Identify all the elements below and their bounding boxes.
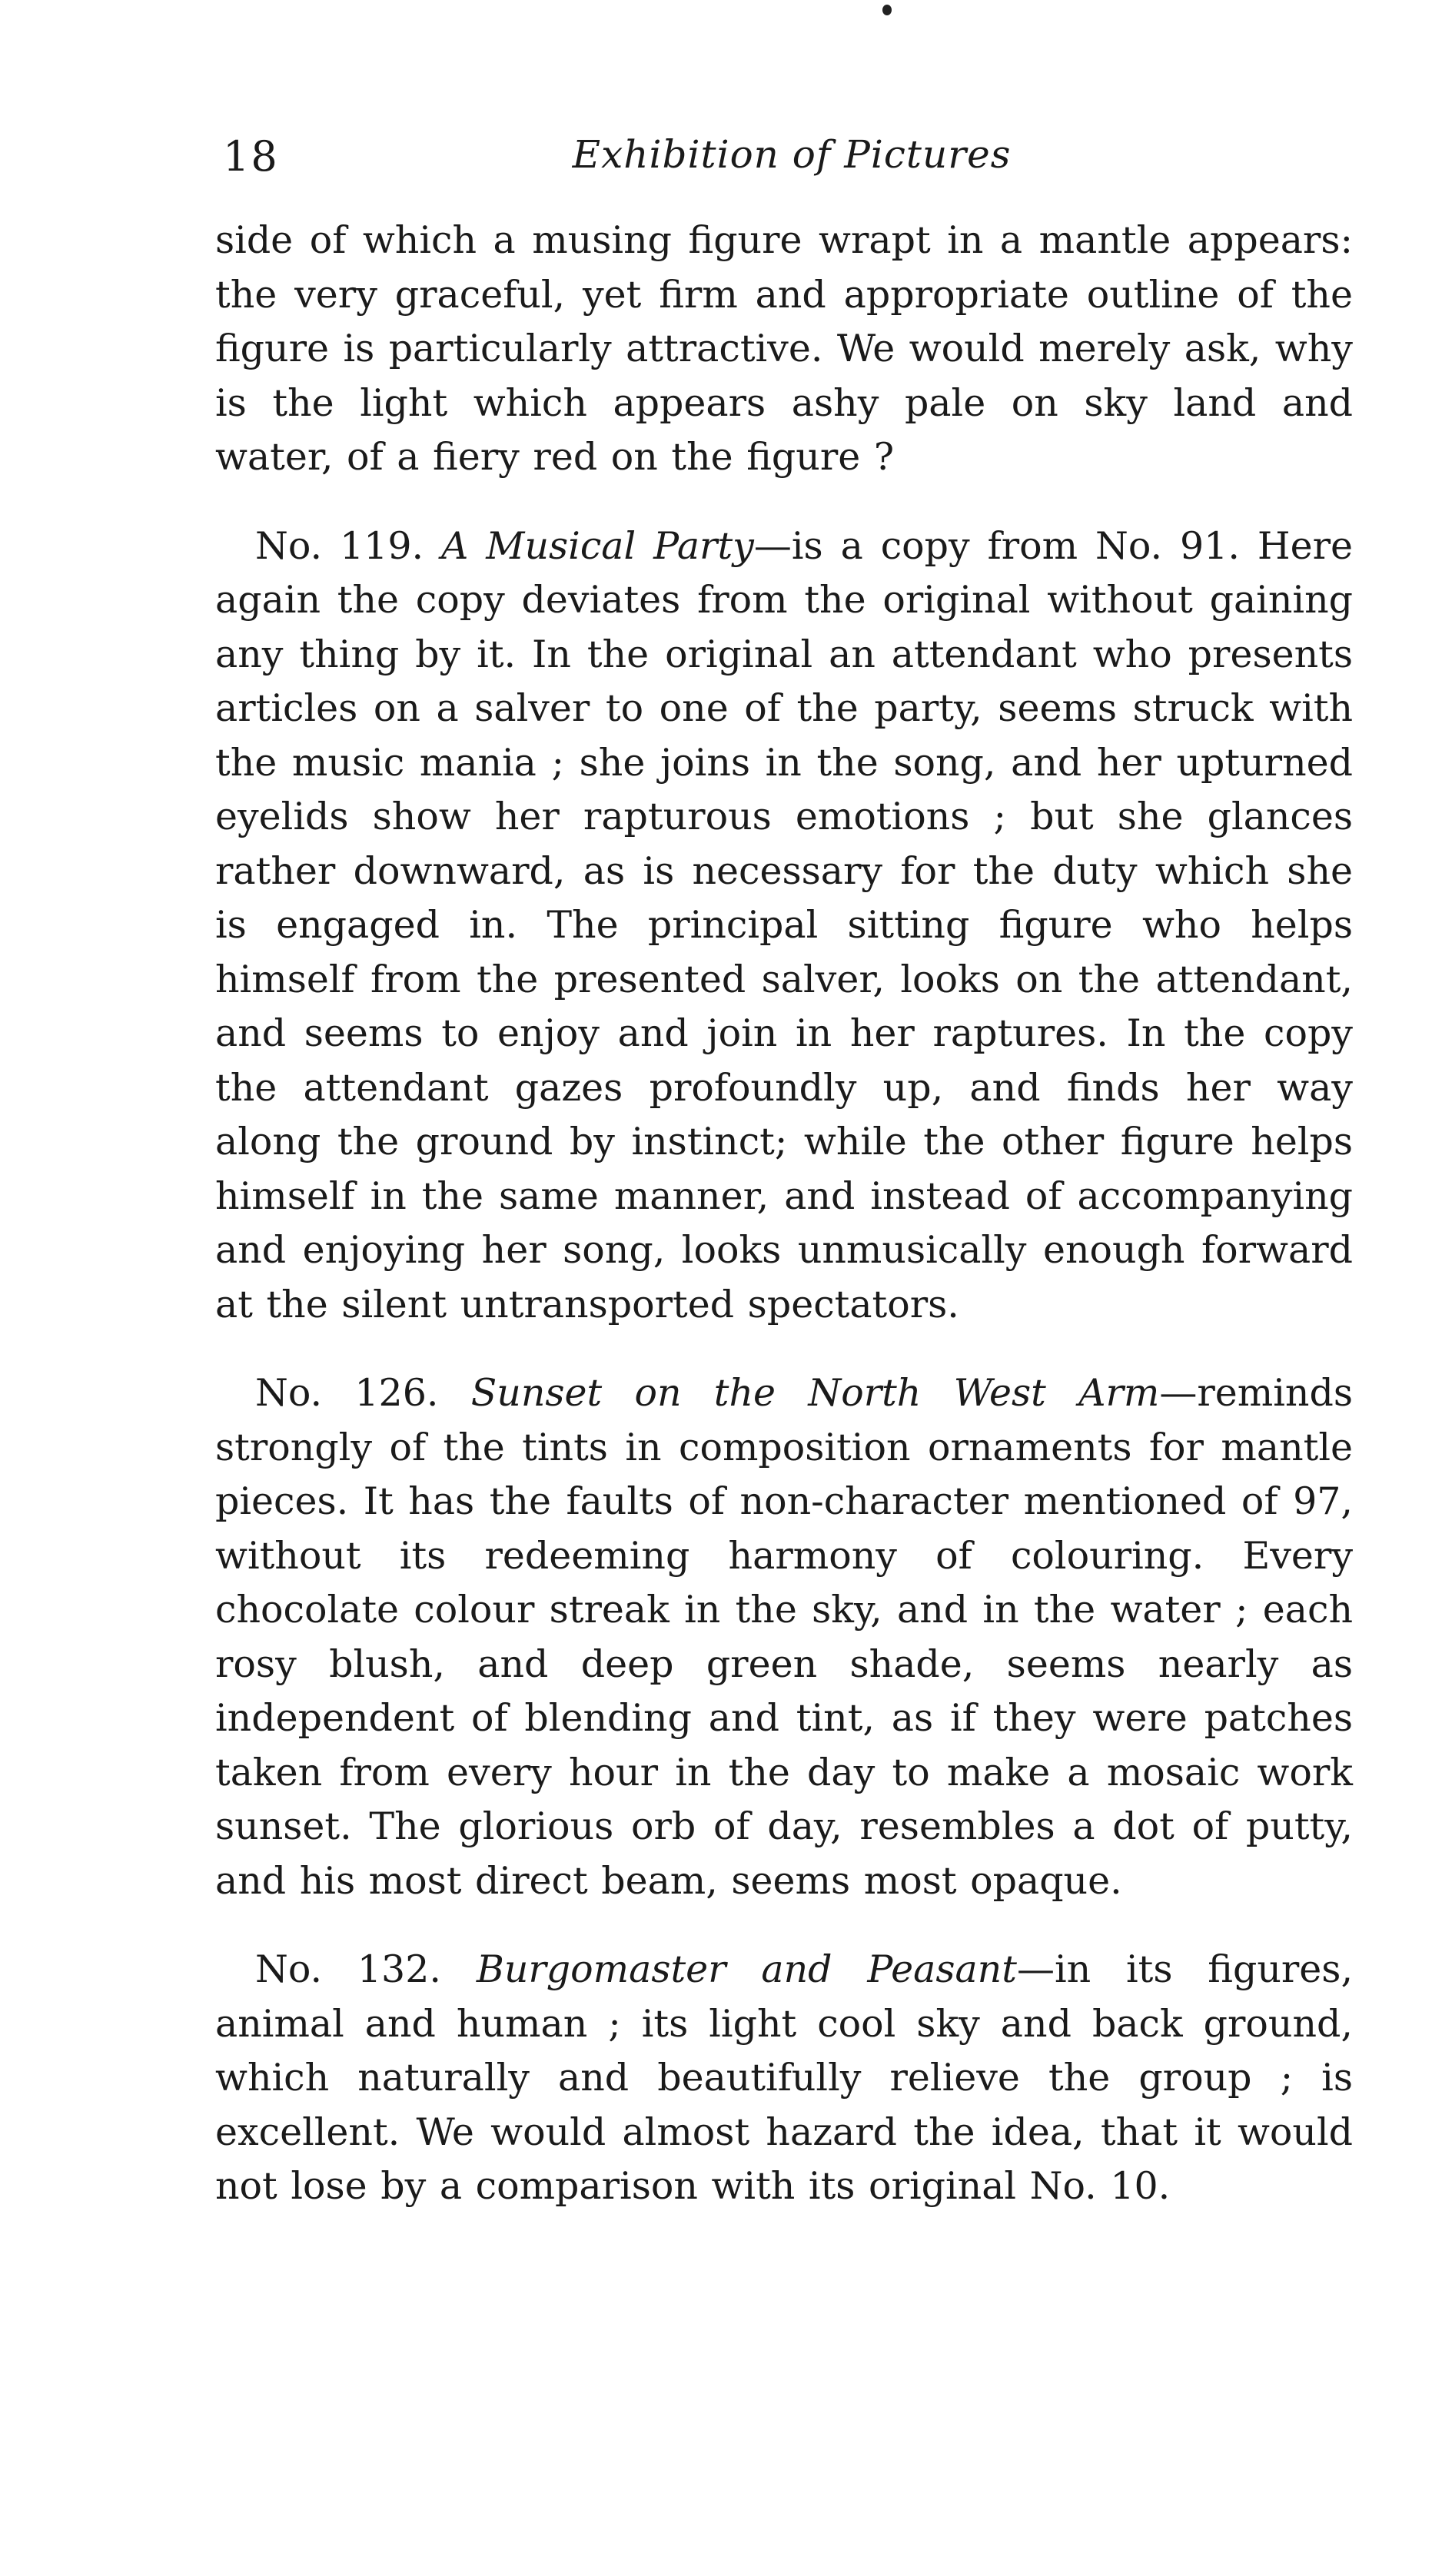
paragraph-no-132 — [215, 1943, 1353, 2214]
picture-title: Burgomaster and Peasant — [476, 1947, 1017, 1991]
running-title: Exhibition of Pictures — [572, 132, 1012, 177]
paragraph-continuation — [215, 214, 1353, 485]
page-number: 18 — [223, 132, 279, 181]
picture-number: No. 126. — [255, 1371, 439, 1415]
paragraph-text: —is a copy from No. 91. Here again the copy deviates from the original without gaining any thing by it. In the original an attendant who presents articles on a salver to one of the party, seems struck with the music mania ; she joins in the song, and her upturned eyelids show her rapturous emotions ; but she glances rather downward, as is necessary for the duty which she is engaged in. The principal sitting figure who helps himself from the presented salver, looks on the attendant, and seems to enjoy and join in her raptures. In the copy the attendant gazes profoundly up, and finds her way along the ground by instinct; while the other figure helps himself in the same manner, and instead of accompanying and enjoying her song, looks unmusically enough forward at the silent untransported spectators. — [215, 523, 1353, 1326]
paragraph-text: —reminds strongly of the tints in composition ornaments for mantle pieces. It has the faults of non-character mentioned of 97, without its redeeming harmony of colouring. Every chocolate colour streak in the sky, and in the water ; each rosy blush, and deep green shade, seems nearly as independent of blending and tint, as if they were patches taken from every hour in the day to make a mosaic work sunset. The glorious orb of day, resembles a dot of putty, and his most direct beam, seems most opaque. — [215, 1371, 1353, 1903]
paragraph-text: —in its figures, animal and human ; its light cool sky and back ground, which naturally and beautifully relieve the group ; is excellent. We would almost hazard the idea, that it would not lose by a comparison with its original No. 10. — [215, 1947, 1354, 2208]
picture-number: No. 119. — [255, 523, 424, 568]
paragraph-no-119 — [215, 520, 1353, 1333]
paragraph-text: side of which a musing figure wrapt in a mantle appears: the very graceful, yet firm and appropriate outline of the figure is particularly attractive. We would merely ask, why is the light which appears ashy pale on sky land and water, of a fiery red on the figure ? — [215, 218, 1353, 479]
body-text — [215, 214, 1353, 2214]
picture-number: No. 132. — [255, 1947, 441, 1991]
picture-title: Sunset on the North West Arm — [470, 1371, 1160, 1415]
ink-speck — [882, 5, 892, 15]
picture-title: A Musical Party — [441, 523, 754, 568]
running-head — [223, 132, 1361, 186]
paragraph-no-126 — [215, 1366, 1353, 1908]
